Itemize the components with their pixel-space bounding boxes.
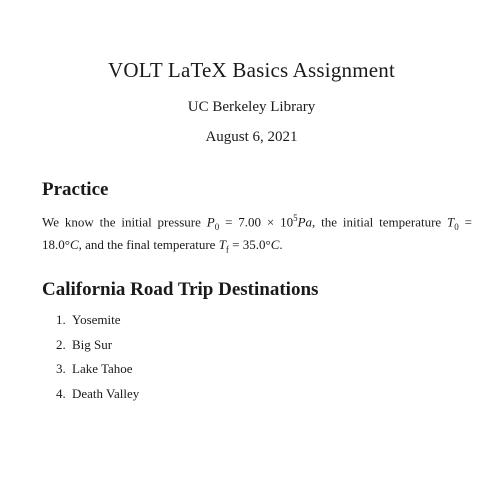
list-item [56, 311, 139, 336]
list-item-number: 1. [56, 312, 66, 327]
math-unit: C [270, 236, 280, 252]
math-subscript: 0 [214, 221, 220, 232]
list-item-number: 3. [56, 361, 66, 376]
paragraph-text: We know the initial pressure [42, 214, 207, 230]
paragraph-text: , the initial temperature [312, 214, 448, 230]
list-item-number: 4. [56, 385, 66, 401]
practice-paragraph [42, 210, 472, 259]
list-item [56, 385, 139, 410]
math-symbol: T [218, 236, 226, 252]
document-title: VOLT LaTeX Basics Assignment [107, 58, 396, 82]
list-item [56, 336, 139, 361]
math-subscript: f [225, 244, 229, 255]
section-heading-road-trip: California Road Trip Destinations [42, 279, 319, 300]
document-date: August 6, 2021 [205, 129, 298, 145]
section-heading-practice: Practice [42, 179, 109, 200]
list-item-label: Yosemite [72, 312, 121, 327]
math-symbol: P [206, 214, 215, 230]
paragraph-text: , and the final temperature [78, 236, 219, 252]
list-item-label: Lake Tahoe [72, 361, 133, 376]
document-author: UC Berkeley Library [187, 99, 316, 115]
destination-list [56, 311, 139, 409]
list-item [56, 360, 139, 385]
math-unit: Pa [297, 214, 313, 230]
math-exponent: 5 [293, 213, 298, 223]
math-expression: = 18.0° [42, 214, 472, 252]
paragraph-text: . [279, 236, 283, 252]
math-expression: = 7.00 × 10 [219, 214, 294, 230]
math-expression: = 35.0° [228, 236, 271, 252]
list-item-label: Big Sur [72, 336, 113, 352]
list-item-number: 2. [56, 336, 66, 352]
math-subscript: 0 [454, 221, 459, 232]
math-symbol: T [447, 214, 455, 230]
math-unit: C [69, 236, 79, 252]
list-item-label: Death Valley [72, 385, 140, 401]
